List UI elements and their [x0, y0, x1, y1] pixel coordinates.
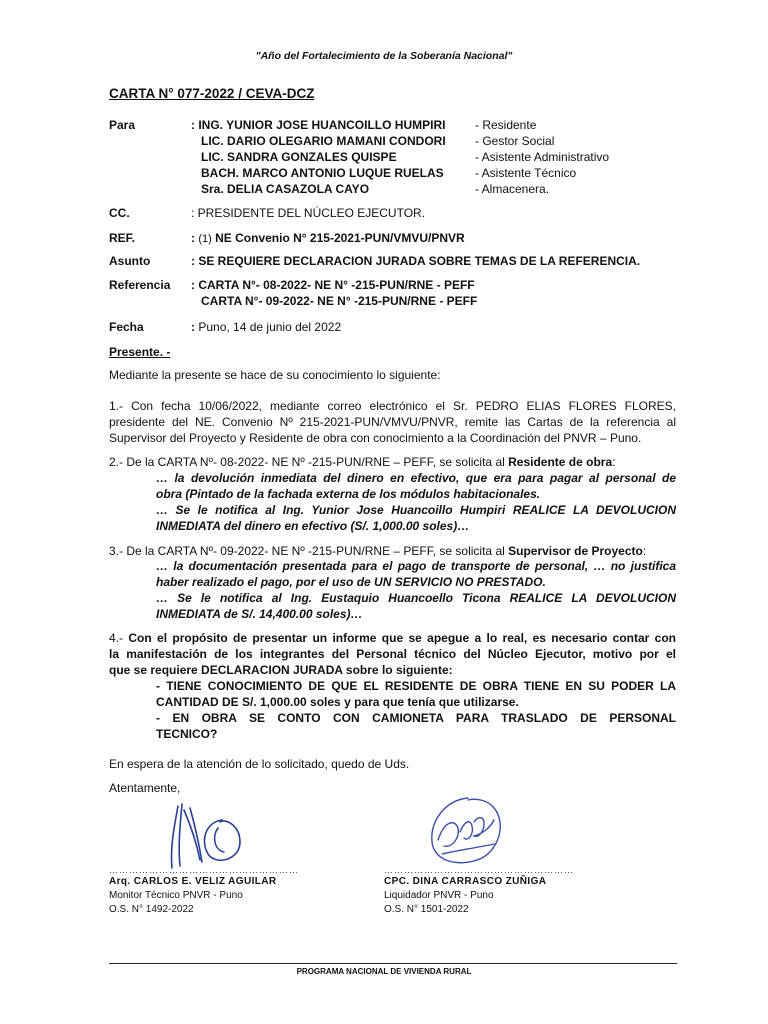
- paragraph-text: Con el propósito de presentar un informe que se apegue a lo real, es necesario contar con: [128, 631, 677, 645]
- signatory-1-name: Arq. CARLOS E. VELIZ AGUILAR: [109, 876, 277, 887]
- signatory-2-role: Liquidador PNVR - Puno: [384, 890, 494, 901]
- footer-text: PROGRAMA NACIONAL DE VIVIENDA RURAL: [296, 967, 472, 976]
- quote-line: … Se le notifica al Ing. Yunior Jose Huancoillo Humpiri REALICE LA DEVOLUCION: [156, 503, 676, 517]
- recipient-role: - Almacenera.: [475, 182, 550, 196]
- intro-text: Mediante la presente se hace de su conocimiento lo siguiente:: [109, 368, 441, 382]
- item-line: TECNICO?: [156, 727, 218, 741]
- paragraph-2: [109, 454, 676, 470]
- item-line: CANTIDAD DE S/. 1,000.00 soles y para que tenía que utilizarse.: [156, 695, 519, 709]
- signature-2-line: …………………………………………………: [384, 865, 574, 875]
- paragraph-line: 1.- Con fecha 10/06/2022, mediante correo electrónico el Sr. PEDRO ELIAS FLORES FLORES,: [109, 399, 676, 413]
- cc-label: CC.: [109, 206, 130, 220]
- paragraph-2-quote: [156, 470, 676, 534]
- signature-2-image: [424, 792, 510, 870]
- ref-label: REF.: [109, 231, 136, 245]
- paragraph-3-quote: [156, 558, 676, 622]
- signatory-1-os: O.S. N° 1492-2022: [109, 904, 194, 915]
- paragraph-line: presidente del NE. Convenio Nº 215-2021-PUN/VMVU/PNVR, remite las Cartas de la referencia al: [109, 415, 676, 429]
- fecha-label: Fecha: [109, 320, 144, 334]
- ref-colon: :: [191, 231, 199, 245]
- quote-line: haber realizado el pago, por el uso de UN SERVICIO NO PRESTADO.: [156, 575, 546, 589]
- quote-line: … la documentación presentada para el pago de transporte de personal, … no justifica: [156, 559, 676, 573]
- paragraph-bold: Residente de obra: [508, 455, 613, 469]
- signatory-2-name: CPC. DINA CARRASCO ZUÑIGA: [384, 876, 547, 887]
- signatory-1-role: Monitor Técnico PNVR - Puno: [109, 890, 243, 901]
- recipient-name: Sra. DELIA CASAZOLA CAYO: [201, 182, 370, 196]
- referencia-label: Referencia: [109, 278, 171, 292]
- referencia-line: CARTA N°- 09-2022- NE N° -215-PUN/RNE - PEFF: [201, 294, 478, 308]
- ref-number: (1): [198, 233, 212, 245]
- fecha-value: : Puno, 14 de junio del 2022: [191, 320, 342, 334]
- recipient-role: - Asistente Técnico: [475, 166, 577, 180]
- paragraph-text: 2.- De la CARTA Nº- 08-2022- NE Nº -215-PUN/RNE – PEFF, se solicita al: [109, 455, 509, 469]
- quote-line: INMEDIATA del dinero en efectivo (S/. 1,000.00 soles)…: [156, 519, 470, 533]
- paragraph-4-items: [156, 678, 676, 742]
- letter-title: CARTA N° 077-2022 / CEVA-DCZ: [109, 86, 315, 101]
- recipient-role: - Gestor Social: [475, 134, 555, 148]
- quote-line: … la devolución inmediata del dinero en efectivo, que era para pagar al personal de: [156, 471, 676, 485]
- paragraph-text: :: [612, 455, 616, 469]
- recipient-name: BACH. MARCO ANTONIO LUQUE RUELAS: [201, 166, 444, 180]
- footer-divider: [109, 963, 677, 964]
- signatory-2-os: O.S. N° 1501-2022: [384, 904, 469, 915]
- recipient-name: : ING. YUNIOR JOSE HUANCOILLO HUMPIRI: [191, 118, 446, 132]
- paragraph-line: [109, 543, 676, 559]
- paragraph-line: Supervisor del Proyecto y Residente de obra con conocimiento a la Coordinación del PNVR – Puno.: [109, 431, 642, 445]
- paragraph-3: [109, 543, 676, 559]
- asunto-value: : SE REQUIERE DECLARACION JURADA SOBRE TEMAS DE LA REFERENCIA.: [191, 254, 641, 268]
- year-motto: "Año del Fortalecimiento de la Soberanía Nacional": [255, 50, 513, 62]
- paragraph-4: [109, 630, 676, 678]
- ref-text: NE Convenio N° 215-2021-PUN/VMVU/PNVR: [211, 231, 465, 245]
- fecha-text: Puno, 14 de junio del 2022: [198, 320, 342, 334]
- recipient-name: LIC. SANDRA GONZALES QUISPE: [201, 150, 397, 164]
- signature-1-image: [160, 800, 260, 872]
- recipient-name: LIC. DARIO OLEGARIO MAMANI CONDORI: [201, 134, 446, 148]
- signature-1-line: …………………………………………………: [109, 865, 299, 875]
- quote-line: obra (Pintado de la fachada externa de los módulos habitacionales.: [156, 487, 541, 501]
- paragraph-1: [109, 398, 676, 446]
- presente-heading: Presente. -: [109, 345, 171, 359]
- asunto-label: Asunto: [109, 254, 151, 268]
- paragraph-line: que se requiere DECLARACION JURADA sobre lo siguiente:: [109, 663, 453, 677]
- paragraph-text: :: [642, 544, 647, 558]
- item-line: - TIENE CONOCIMIENTO DE QUE EL RESIDENTE DE OBRA TIENE EN SU PODER LA: [156, 679, 676, 693]
- paragraph-line: la manifestación de los integrantes del Personal técnico del Núcleo Ejecutor, motivo por el: [109, 647, 676, 661]
- paragraph-line: [109, 454, 676, 470]
- atentamente-text: Atentamente,: [109, 781, 181, 795]
- recipient-role: - Asistente Administrativo: [475, 150, 610, 164]
- cc-value: : PRESIDENTE DEL NÚCLEO EJECUTOR.: [191, 206, 426, 220]
- closing-text: En espera de la atención de lo solicitado, quedo de Uds.: [109, 757, 410, 771]
- paragraph-text: 3.- De la CARTA Nº- 09-2022- NE Nº -215-PUN/RNE – PEFF, se solicita al: [109, 544, 509, 558]
- quote-line: INMEDIATA de S/. 14,400.00 soles)…: [156, 607, 363, 621]
- referencia-line: : CARTA N°- 08-2022- NE N° -215-PUN/RNE - PEFF: [191, 278, 475, 292]
- recipient-role: - Residente: [475, 118, 537, 132]
- para-label: Para: [109, 118, 136, 132]
- quote-line: … Se le notifica al Ing. Eustaquio Huancoello Ticona REALICE LA DEVOLUCION: [156, 591, 676, 605]
- ref-value: [191, 231, 465, 245]
- paragraph-line: [109, 630, 676, 646]
- item-line: - EN OBRA SE CONTO CON CAMIONETA PARA TRASLADO DE PERSONAL: [156, 711, 676, 725]
- paragraph-bold: Supervisor de Proyecto: [508, 544, 643, 558]
- paragraph-number: 4.-: [109, 631, 129, 645]
